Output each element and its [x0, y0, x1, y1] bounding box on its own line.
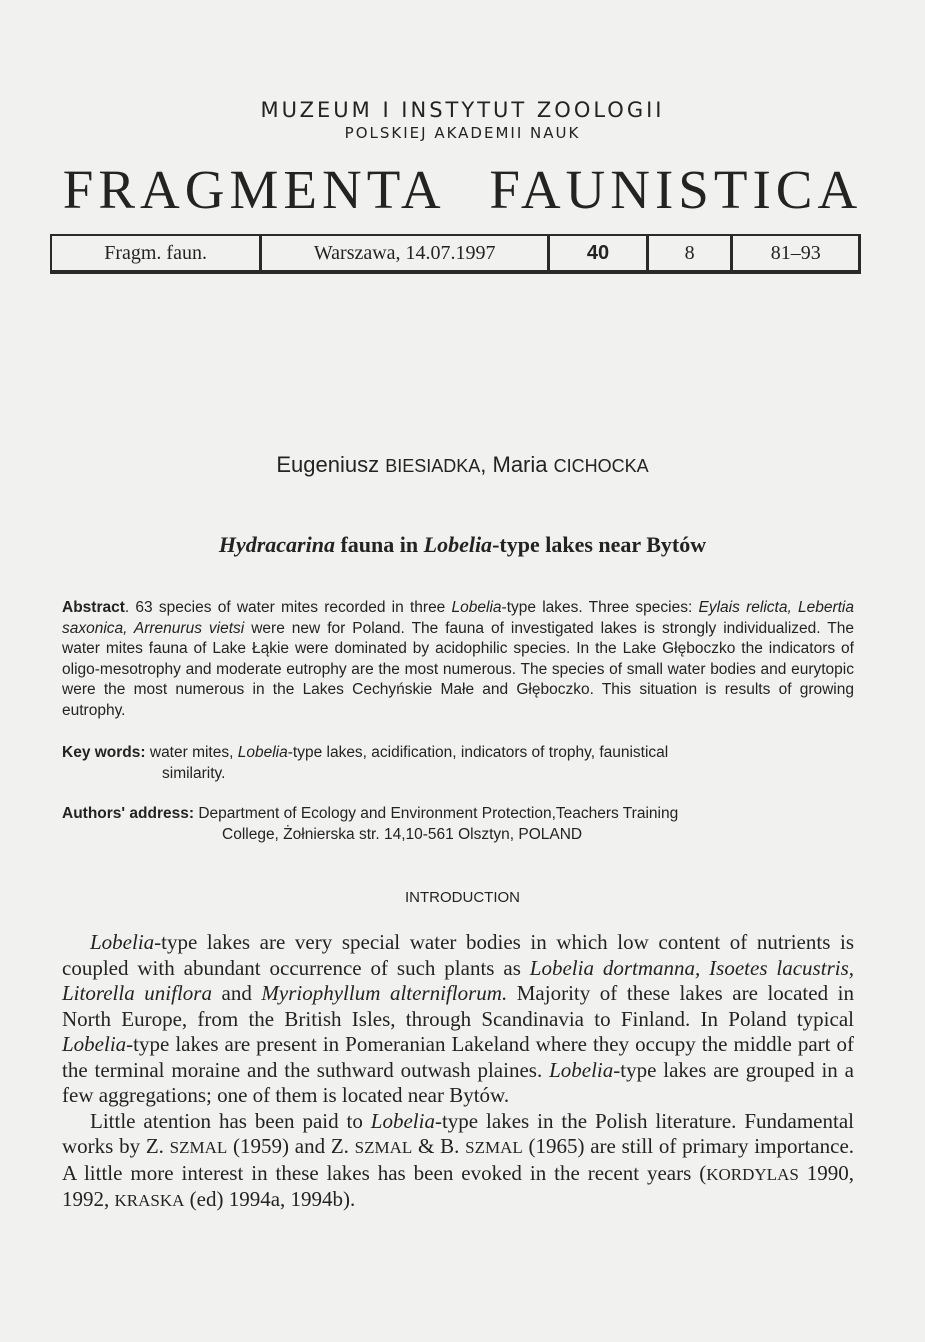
page-range: 81–93 [732, 235, 860, 272]
abstract-text: were new for Poland. The fauna of investigated lakes is strongly individualized. The water mites fauna of Lake Łąkie were dominated by acidophilic species. In the Lake Głęboczko the indicators of oligo-mesotrophy and moderate eutrophy are the most numerous. The species of small water bodies and eurytopic were the most numerous in the Lakes Cechyńskie Małe and Głęboczko. This situation is results of growing eutrophy. [62, 619, 855, 719]
abstract-text: -type lakes. Three species: [501, 599, 699, 616]
abstract-italic: Lobelia [451, 599, 502, 616]
author1-last: BIESIADKA [385, 456, 481, 476]
cited-author: KORDYLAS [706, 1164, 799, 1184]
body-text: -type lakes are grouped in a few aggregations; one of them is located near Bytów. [62, 1057, 854, 1107]
title-text-1: fauna in [334, 532, 424, 557]
address-text: Department of Ecology and Environment Protection,Teachers Training [194, 805, 679, 822]
issue-number: 8 [647, 235, 732, 272]
abstract-text: . 63 species of water mites recorded in three [124, 599, 452, 616]
journal-abbrev: Fragm. faun. [51, 235, 261, 272]
article-title [0, 532, 925, 558]
keywords [62, 743, 854, 784]
meta-row [51, 235, 860, 272]
volume-number: 40 [549, 235, 648, 272]
abstract-label: Abstract [62, 599, 125, 616]
italic-species: Myriophyllum alterniflorum. [261, 981, 508, 1005]
author-separator: , [480, 452, 493, 477]
italic-species: Lobelia dortmanna, Isoetes lacustris, Litorella uniflora [62, 955, 854, 1005]
body-text: (1959) and Z. [227, 1134, 355, 1158]
address-line-2: College, Żołnierska str. 14,10-561 Olsztyn, POLAND [222, 825, 583, 843]
abstract-species: Eylais relicta, Lebertia saxonica, Arrenurus vietsi [62, 599, 854, 637]
journal-title: FRAGMENTA FAUNISTICA [62, 159, 863, 220]
cited-author: SZMAL [354, 1138, 413, 1157]
authors-address [62, 804, 854, 845]
place-date: Warszawa, 14.07.1997 [261, 235, 549, 272]
italic-term: Lobelia [90, 930, 155, 954]
paragraph [62, 1109, 854, 1214]
author2-first: Maria [492, 452, 554, 477]
body-text: -type lakes are present in Pomeranian Lakeland where they occupy the middle part of the terminal moraine and the suthward outwash plaines. [62, 1032, 854, 1082]
title-text-2: -type lakes near Bytów [492, 532, 707, 557]
italic-term: Lobelia [370, 1108, 435, 1133]
keywords-line-2: similarity. [162, 764, 226, 782]
publication-meta-table [50, 234, 861, 274]
abstract [62, 598, 854, 721]
author1-first: Eugeniusz [276, 452, 386, 477]
cited-author: SZMAL [465, 1138, 523, 1157]
body-text: Majority of these lakes are located in North Europe, from the British Isles, through Scandinavia to Finland. In Poland typical [62, 981, 854, 1031]
body-text: (ed) 1994a, 1994b). [184, 1187, 356, 1211]
body-text: 1990, 1992, [62, 1160, 854, 1211]
keywords-italic: Lobelia [237, 744, 288, 761]
address-label: Authors' address: [62, 805, 195, 822]
body-text: (1965) are still of primary importance. A little more interest in these lakes has been evoked in the recent years ( [62, 1134, 855, 1185]
body-text: and [211, 981, 262, 1005]
keywords-label: Key words: [62, 744, 146, 761]
body-text: & B. [412, 1134, 466, 1158]
author2-last: CICHOCKA [553, 456, 649, 476]
body-text: -type lakes are very special water bodies in which low content of nutrients is coupled with abundant occurrence of such plants as [62, 930, 854, 980]
introduction-body [62, 930, 854, 1214]
introduction-heading: INTRODUCTION [405, 889, 520, 906]
cited-author: SZMAL [169, 1138, 228, 1157]
authors-line [0, 452, 925, 478]
title-taxon: Hydracarina [218, 532, 335, 557]
address-line-1 [62, 804, 854, 825]
body-text: -type lakes in the Polish literature. Fundamental works by Z. [62, 1108, 854, 1158]
institution-line-2: POLSKIEJ AKADEMII NAUK [344, 124, 581, 142]
body-text: Little atention has been paid to [90, 1108, 371, 1133]
institution-line-1: MUZEUM I INSTYTUT ZOOLOGII [260, 98, 665, 122]
cited-author: KRASKA [114, 1191, 185, 1210]
italic-term: Lobelia [549, 1057, 614, 1082]
keywords-text: water mites, [145, 744, 238, 761]
keywords-line-1 [62, 743, 854, 764]
title-genus: Lobelia [423, 532, 493, 557]
paragraph [62, 930, 854, 1109]
keywords-text: -type lakes, acidification, indicators of trophy, faunistical [287, 744, 669, 761]
italic-term: Lobelia [62, 1032, 127, 1056]
